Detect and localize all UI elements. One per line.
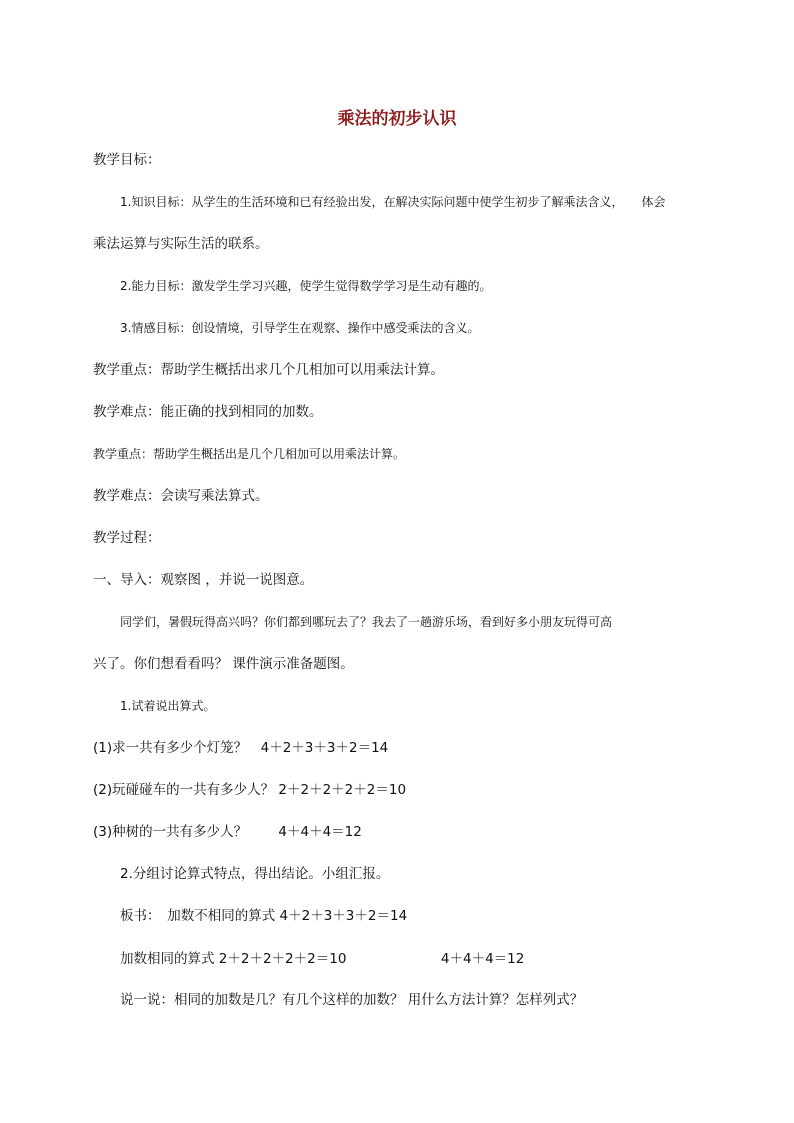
step-2: 2.分组讨论算式特点，得出结论。小组汇报。 (120, 866, 390, 882)
key-point-2: 教学重点：帮助学生概括出是几个几相加可以用乘法计算。 (93, 447, 406, 461)
objective-emotion: 3.情感目标：创设情境，引导学生在观察、操作中感受乘法的含义。 (120, 321, 480, 335)
board-notes: 板书： 加数不相同的算式 4＋2＋3＋3＋2＝14 (120, 908, 408, 924)
section-intro: 一、导入：观察图 ，并说一说图意。 (93, 572, 314, 588)
question-3: (3)种树的一共有多少人？ 4＋4＋4＝12 (93, 824, 362, 840)
difficult-point: 教学难点：能正确的找到相同的加数。 (93, 404, 323, 420)
difficult-point-2: 教学难点：会读写乘法算式。 (93, 488, 269, 504)
discussion-prompt: 说一说：相同的加数是几？有几个这样的加数？ 用什么方法计算？怎样列式？ (120, 992, 584, 1008)
document-title: 乘法的初步认识 (337, 109, 457, 129)
step-1: 1.试着说出算式。 (120, 699, 216, 713)
intro-paragraph-cont: 兴了。你们想看看吗？ 课件演示准备题图。 (93, 656, 354, 672)
heading-process: 教学过程： (93, 530, 161, 546)
question-2: (2)玩碰碰车的一共有多少人？ 2＋2＋2＋2＋2＝10 (93, 782, 407, 798)
same-addend-formulas: 加数相同的算式 2＋2＋2＋2＋2＝10 4＋4＋4＝12 (120, 951, 525, 967)
intro-paragraph: 同学们，暑假玩得高兴吗？你们都到哪玩去了？我去了一趟游乐场，看到好多小朋友玩得可高 (120, 615, 613, 629)
heading-objectives: 教学目标： (93, 152, 161, 168)
question-1: (1)求一共有多少个灯笼？ 4＋2＋3＋3＋2＝14 (93, 740, 389, 756)
objective-ability: 2.能力目标：激发学生学习兴趣，使学生觉得数学学习是生动有趣的。 (120, 279, 492, 293)
key-point: 教学重点：帮助学生概括出求几个几相加可以用乘法计算。 (93, 362, 444, 378)
objective-knowledge: 1.知识目标：从学生的生活环境和已有经验出发，在解决实际问题中使学生初步了解乘法含义， 体会 (120, 195, 666, 209)
objective-knowledge-cont: 乘法运算与实际生活的联系。 (93, 236, 269, 252)
